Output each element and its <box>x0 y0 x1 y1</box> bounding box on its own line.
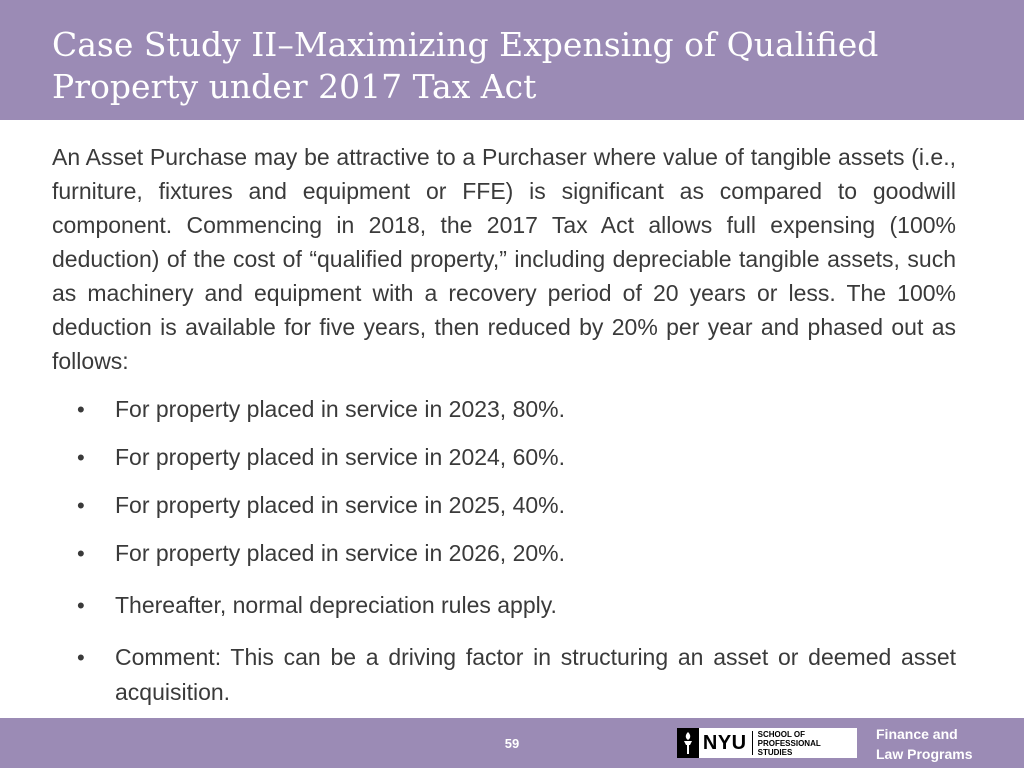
bullet-dot: • <box>77 493 85 518</box>
bullet-text: Thereafter, normal depreciation rules apply. <box>115 592 557 618</box>
nyu-sps-logo <box>677 728 857 758</box>
intro-paragraph: An Asset Purchase may be attractive to a Purchaser where value of tangible assets (i.e., furniture, fixtures and equipment or FFE) is significant as compared to goodwill component. Commencing in 2018, the 2017 Tax Act allows full expensing (100% deduction) of the cost of “qualified property,” including depreciable tangible assets, such as machinery and equipment with a recovery period of 20 years or less. The 100% deduction is available for five years, then reduced by 20% per year and phased out as follows: <box>52 144 956 374</box>
bullet-dot: • <box>77 445 85 470</box>
logo-school-text: SCHOOL OF PROFESSIONAL STUDIES <box>757 729 821 757</box>
bullet-text: For property placed in service in 2025, 40%. <box>115 492 566 518</box>
slide-body <box>52 140 956 723</box>
bullet-item <box>52 588 956 623</box>
bullet-dot: • <box>77 593 85 618</box>
bullet-dot: • <box>77 397 85 422</box>
footer-band <box>0 718 1024 768</box>
bullet-dot: • <box>77 645 85 670</box>
header-band <box>0 0 1024 120</box>
bullet-item <box>52 640 956 710</box>
bullet-text: For property placed in service in 2024, 60%. <box>115 444 566 470</box>
bullet-text: For property placed in service in 2026, 20%. <box>115 540 566 566</box>
bullet-text: For property placed in service in 2023, 80%. <box>115 396 566 422</box>
bullet-item <box>52 440 956 475</box>
bullet-item <box>52 392 956 427</box>
bullet-list <box>52 392 956 710</box>
bullet-text: Comment: This can be a driving factor in structuring an asset or deemed asset acquisition. <box>115 644 956 705</box>
bullet-dot: • <box>77 541 85 566</box>
torch-icon <box>677 728 699 758</box>
bullet-item <box>52 536 956 571</box>
slide-title: Case Study II–Maximizing Expensing of Qualified Property under 2017 Tax Act <box>52 25 879 106</box>
page-number: 59 <box>504 736 520 751</box>
logo-nyu-text: NYU <box>702 731 747 754</box>
program-name: Finance and Law Programs <box>876 726 973 762</box>
bullet-item <box>52 488 956 523</box>
